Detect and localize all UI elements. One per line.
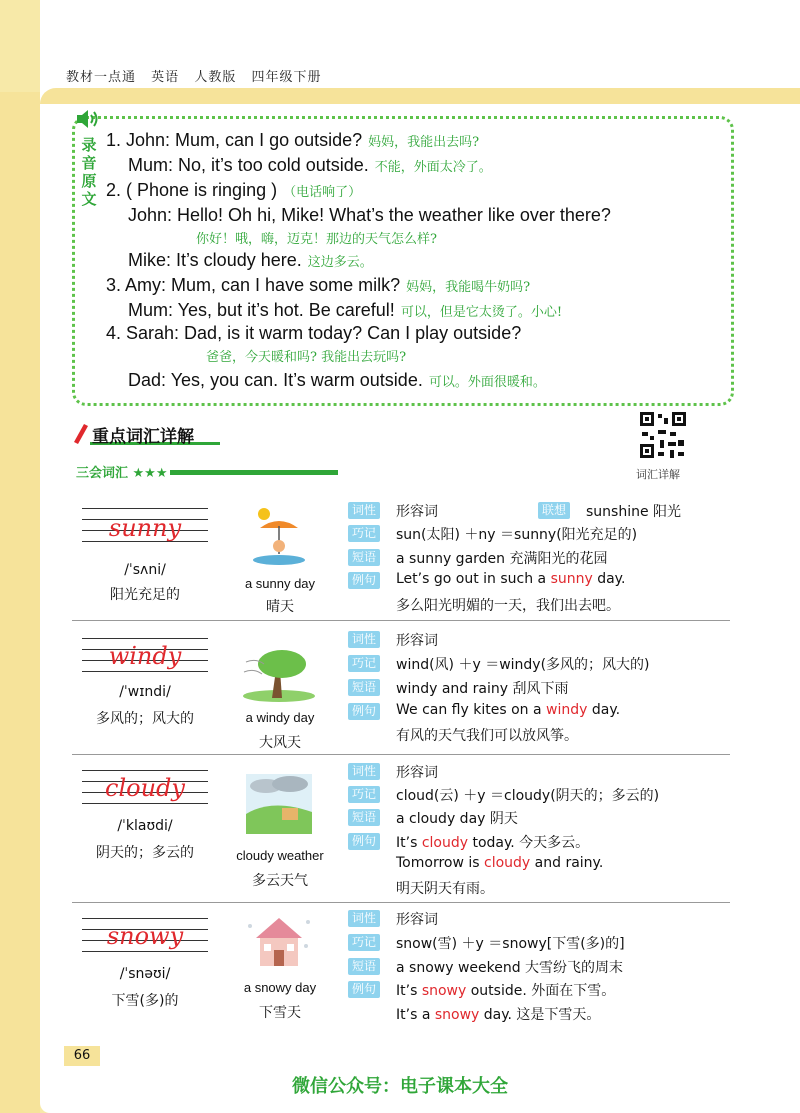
mem-text: cloud(云) ＋y ＝cloudy(阴天的；多云的) [396,788,660,804]
mem-text: sun(太阳) ＋ny ＝sunny(阳光充足的) [396,527,638,543]
tag-mem: 巧记 [348,525,380,542]
example-1: Let’s go out in such a sunny day. [396,571,626,587]
tag-pos: 词性 [348,763,380,780]
vocab-meaning: 阳光充足的 [110,587,180,603]
vocab-meaning: 阴天的；多云的 [96,845,194,861]
vocab-phonetic: /ˈwɪndi/ [119,684,171,700]
vocab-phonetic: /ˈsnəʊi/ [119,966,171,982]
header-edition: 人教版 [194,70,237,85]
transcript-line-4-cn: 你好！哦，嗨，迈克！那边的天气怎么样? [196,232,437,247]
pos-text: 形容词 [396,912,438,928]
tag-phrase: 短语 [348,809,380,826]
tag-phrase: 短语 [348,549,380,566]
transcript-line-5: Mike: It’s cloudy here. 这边多云。 [128,250,373,270]
vocab-title: 重点词汇详解 [92,427,194,447]
speaker-icon [74,108,102,130]
page-number: 66 [64,1046,100,1066]
vocab-entry-sunny [72,496,730,620]
windy-day-illustration [242,642,316,702]
tag-mem: 巧记 [348,655,380,672]
mem-text: wind(风) ＋y ＝windy(多风的；风大的) [396,657,650,673]
qr-label: 词汇详解 [636,468,680,481]
phrase-text: a sunny garden 充满阳光的花园 [396,551,608,567]
transcript-side-label: 录 音 原 文 [81,136,97,208]
header-subject: 英语 [151,70,180,85]
level-label: 三会词汇 ★★★ [76,466,168,481]
illustration-caption-cn: 多云天气 [252,873,308,889]
pos-text: 形容词 [396,504,438,520]
example-1: It’s cloudy today. 今天多云。 [396,835,590,851]
qr-code-icon [638,410,688,460]
assoc-text: sunshine 阳光 [586,504,682,520]
example-1-cn: 有风的天气我们可以放风筝。 [396,728,578,744]
tag-pos: 词性 [348,910,380,927]
tag-assoc: 联想 [538,502,570,519]
vocab-entry-cloudy [72,758,730,898]
tag-mem: 巧记 [348,786,380,803]
cloudy-weather-illustration [242,774,316,834]
illustration-caption-cn: 大风天 [259,735,301,751]
vocab-meaning: 多风的；风大的 [96,711,194,727]
tag-example: 例句 [348,981,380,998]
example-1: It’s snowy outside. 外面在下雪。 [396,983,616,999]
transcript-line-4: John: Hello! Oh hi, Mike! What’s the weather like over there? [128,205,611,225]
entry-divider [72,754,730,755]
mem-text: snow(雪) ＋y ＝snowy[下雪(多)的] [396,936,625,952]
level-bar [170,470,338,475]
snowy-day-illustration [242,912,316,972]
footer-watermark: 微信公众号：电子课本大全 [292,1076,508,1097]
illustration-caption-cn: 下雪天 [259,1005,301,1021]
vocab-word: windy [108,642,182,670]
vocab-word: snowy [106,922,184,950]
example-2: It’s a snowy day. 这是下雪天。 [396,1007,601,1023]
page-edge-left [0,92,40,1113]
transcript-line-8: 4. Sarah: Dad, is it warm today? Can I play outside? [106,323,522,343]
vocab-word: sunny [108,514,182,542]
header-grade: 四年级下册 [251,70,322,85]
pos-text: 形容词 [396,765,438,781]
illustration-caption-en: cloudy weather [236,848,324,863]
phrase-text: windy and rainy 刮风下雨 [396,681,569,697]
illustration-caption-cn: 晴天 [266,599,294,615]
transcript-line-3: 2. ( Phone is ringing ) （电话响了） [106,180,362,200]
phrase-text: a snowy weekend 大雪纷飞的周末 [396,960,624,976]
tag-phrase: 短语 [348,958,380,975]
vocab-entry-snowy [72,906,730,1030]
entry-divider [72,902,730,903]
vocab-entry-windy [72,626,730,750]
illustration-caption-en: a snowy day [243,980,317,995]
example-1: We can fly kites on a windy day. [396,702,621,718]
tag-example: 例句 [348,833,380,850]
transcript-line-8-cn: 爸爸，今天暖和吗? 我能出去玩吗? [206,350,407,365]
tag-mem: 巧记 [348,934,380,951]
example-2-cn: 明天阴天有雨。 [396,881,494,897]
tag-phrase: 短语 [348,679,380,696]
tag-example: 例句 [348,572,380,589]
vocab-word: cloudy [105,774,185,802]
vocab-meaning: 下雪(多)的 [111,993,179,1009]
example-2: Tomorrow is cloudy and rainy. [396,855,604,871]
transcript-line-7: Mum: Yes, but it’s hot. Be careful! 可以，但是它太烫了。小心! [128,300,563,320]
vocab-phonetic: /ˈsʌni/ [124,562,166,578]
header-book: 教材一点通 [66,70,137,85]
tag-example: 例句 [348,703,380,720]
transcript-line-1: 1. John: Mum, can I go outside? 妈妈，我能出去吗? [106,130,480,150]
tag-pos: 词性 [348,502,380,519]
transcript-line-9: Dad: Yes, you can. It’s warm outside. 可以。外面很暖和。 [128,370,546,390]
phrase-text: a cloudy day 阴天 [396,811,518,827]
tag-pos: 词性 [348,631,380,648]
example-1-cn: 多么阳光明媚的一天，我们出去吧。 [396,598,620,614]
vocab-phonetic: /ˈklaʊdi/ [117,818,173,834]
sunny-day-illustration [242,506,316,566]
entry-divider [72,620,730,621]
illustration-caption-en: a windy day [245,710,315,725]
illustration-caption-en: a sunny day [244,576,316,591]
pos-text: 形容词 [396,633,438,649]
running-header [66,66,331,85]
transcript-line-2: Mum: No, it’s too cold outside. 不能，外面太冷了。 [128,155,492,175]
header-band [40,88,800,104]
transcript-line-6: 3. Amy: Mum, can I have some milk? 妈妈，我能喝牛奶吗? [106,275,531,295]
